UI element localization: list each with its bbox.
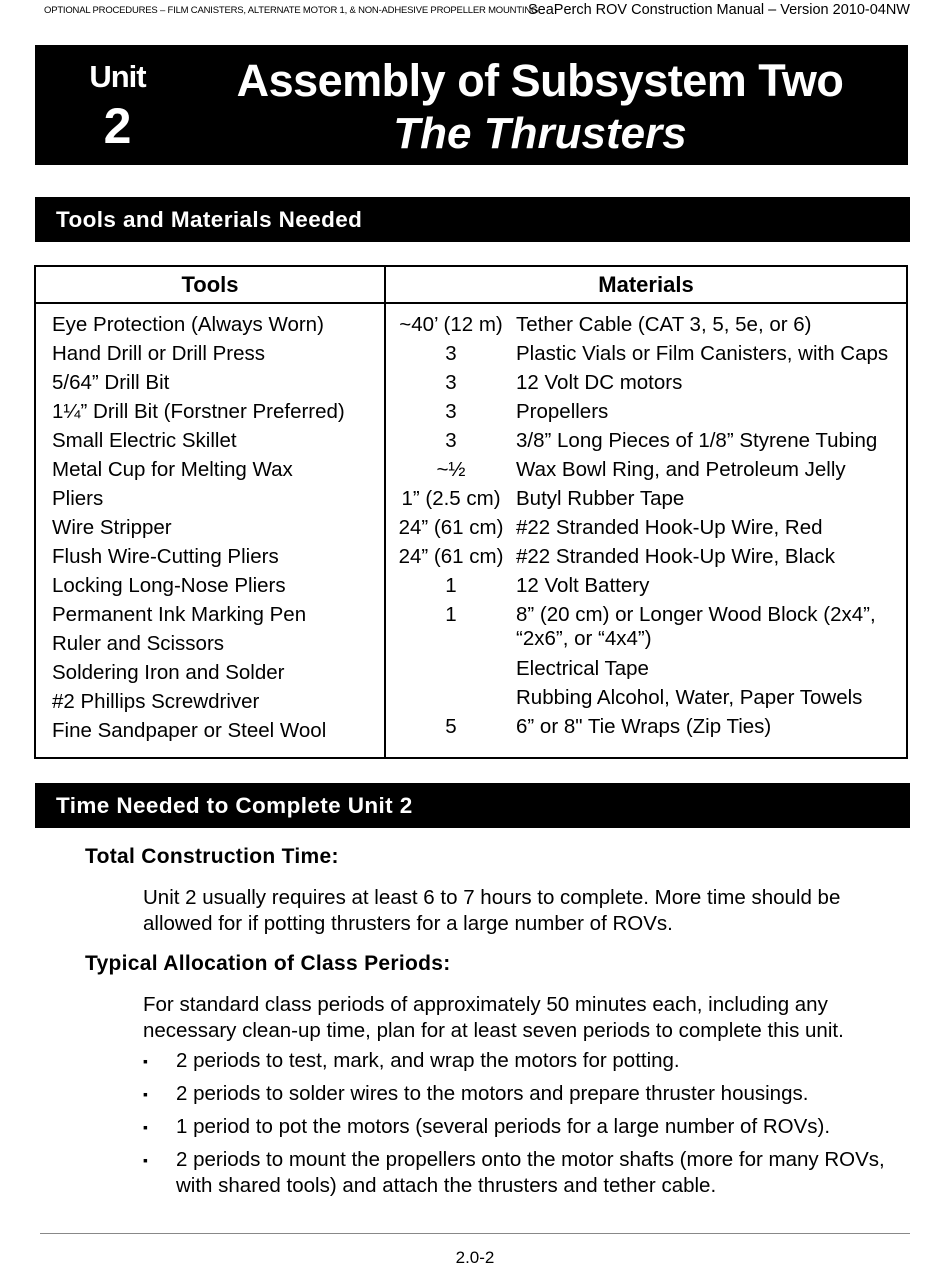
period-bullet — [143, 1114, 913, 1140]
material-row — [386, 657, 906, 686]
materials-list — [386, 313, 906, 744]
material-quantity — [386, 686, 516, 715]
tools-list — [52, 313, 345, 748]
page-number: 2.0-2 — [455, 1248, 495, 1267]
material-quantity: 3 — [445, 429, 457, 452]
material-row — [386, 400, 906, 429]
material-row — [386, 313, 906, 342]
bullet-square-icon: ▪ — [143, 1086, 148, 1102]
material-row — [386, 342, 906, 371]
material-quantity: 24” (61 cm) — [398, 545, 504, 568]
material-quantity: 3 — [445, 400, 457, 423]
unit-number: 2 — [103, 98, 132, 154]
material-row — [386, 458, 906, 487]
material-row — [386, 516, 906, 545]
unit-label: Unit — [89, 59, 146, 94]
material-name: Butyl Rubber Tape — [516, 487, 685, 510]
tool-item: Wire Stripper — [52, 516, 172, 539]
material-row — [386, 715, 906, 744]
tool-item: Ruler and Scissors — [52, 632, 225, 655]
material-name: Wax Bowl Ring, and Petroleum Jelly — [516, 458, 846, 481]
materials-column-header: Materials — [598, 272, 694, 297]
material-quantity: ~½ — [436, 458, 466, 481]
running-header-left: OPTIONAL PROCEDURES – FILM CANISTERS, ALTERNATE MOTOR 1, & NON-ADHESIVE PROPELLER MOUNTING — [44, 5, 539, 16]
period-bullet-text: 1 period to pot the motors (several periods for a large number of ROVs). — [176, 1115, 831, 1138]
material-row — [386, 574, 906, 603]
period-bullet-text: 2 periods to solder wires to the motors and prepare thruster housings. — [176, 1082, 809, 1105]
tool-item: Pliers — [52, 487, 104, 510]
material-quantity: 1” (2.5 cm) — [401, 487, 501, 510]
material-name: #22 Stranded Hook-Up Wire, Red — [516, 516, 823, 539]
material-quantity: ~40’ (12 m) — [399, 313, 503, 336]
tool-item: #2 Phillips Screwdriver — [52, 690, 260, 713]
period-bullet-list — [143, 1048, 913, 1206]
material-row — [386, 371, 906, 400]
material-quantity: 24” (61 cm) — [398, 516, 504, 539]
table-header-rule — [36, 302, 906, 304]
material-name: #22 Stranded Hook-Up Wire, Black — [516, 545, 836, 568]
material-quantity — [386, 657, 516, 686]
unit-subtitle: The Thrusters — [393, 109, 687, 158]
bullet-square-icon: ▪ — [143, 1119, 148, 1135]
total-time-text: Unit 2 usually requires at least 6 to 7 hours to complete. More time should be allowed for if potting thrusters for a large number of ROVs. — [143, 886, 841, 935]
unit-title-banner — [35, 45, 908, 165]
material-name: 3/8” Long Pieces of 1/8” Styrene Tubing — [516, 429, 878, 452]
bullet-square-icon: ▪ — [143, 1053, 148, 1069]
tool-item: Flush Wire-Cutting Pliers — [52, 545, 279, 568]
tool-item: 1¼” Drill Bit (Forstner Preferred) — [52, 400, 345, 423]
material-quantity: 1 — [445, 574, 457, 597]
period-bullet — [143, 1081, 913, 1107]
material-name: 6” or 8" Tie Wraps (Zip Ties) — [516, 715, 772, 738]
running-header-right: SeaPerch ROV Construction Manual – Version 2010-04NW — [527, 2, 910, 18]
material-name: 8” (20 cm) or Longer Wood Block (2x4”, “2x6”, or “4x4”) — [516, 603, 876, 650]
material-name: Tether Cable (CAT 3, 5, 5e, or 6) — [516, 313, 812, 336]
period-bullet — [143, 1147, 913, 1199]
material-quantity: 5 — [445, 715, 457, 738]
tool-item: Locking Long-Nose Pliers — [52, 574, 286, 597]
material-row — [386, 429, 906, 458]
allocation-heading: Typical Allocation of Class Periods: — [85, 952, 451, 975]
allocation-text: For standard class periods of approximately 50 minutes each, including any necessary clean-up time, plan for at least seven periods to complete this unit. — [143, 993, 844, 1042]
period-bullet-text: 2 periods to mount the propellers onto the motor shafts (more for many ROVs, with shared tools) and attach the thrusters and tether cable. — [176, 1148, 885, 1197]
material-row — [386, 487, 906, 516]
tools-materials-table — [34, 265, 908, 759]
unit-title: Assembly of Subsystem Two — [236, 55, 844, 106]
tools-column-header: Tools — [181, 272, 239, 297]
tool-item: 5/64” Drill Bit — [52, 371, 170, 394]
tool-item: Metal Cup for Melting Wax — [52, 458, 293, 481]
material-quantity: 1 — [445, 603, 457, 626]
material-name: Propellers — [516, 400, 609, 423]
bullet-square-icon: ▪ — [143, 1152, 148, 1168]
material-name: Rubbing Alcohol, Water, Paper Towels — [516, 686, 863, 709]
period-bullet — [143, 1048, 913, 1074]
material-name: 12 Volt DC motors — [516, 371, 683, 394]
material-name: 12 Volt Battery — [516, 574, 650, 597]
tool-item: Fine Sandpaper or Steel Wool — [52, 719, 327, 742]
material-name: Plastic Vials or Film Canisters, with Caps — [516, 342, 889, 365]
total-time-heading: Total Construction Time: — [85, 845, 339, 868]
tool-item: Small Electric Skillet — [52, 429, 237, 452]
tool-item: Permanent Ink Marking Pen — [52, 603, 307, 626]
period-bullet-text: 2 periods to test, mark, and wrap the motors for potting. — [176, 1049, 680, 1072]
material-quantity: 3 — [445, 371, 457, 394]
tool-item: Hand Drill or Drill Press — [52, 342, 266, 365]
material-row — [386, 545, 906, 574]
footer-rule — [40, 1233, 910, 1234]
tool-item: Eye Protection (Always Worn) — [52, 313, 324, 336]
time-needed-heading: Time Needed to Complete Unit 2 — [35, 783, 910, 828]
material-name: Electrical Tape — [516, 657, 649, 680]
material-row — [386, 686, 906, 715]
tool-item: Soldering Iron and Solder — [52, 661, 285, 684]
material-quantity: 3 — [445, 342, 457, 365]
material-row — [386, 603, 906, 657]
tools-materials-heading: Tools and Materials Needed — [35, 197, 910, 242]
